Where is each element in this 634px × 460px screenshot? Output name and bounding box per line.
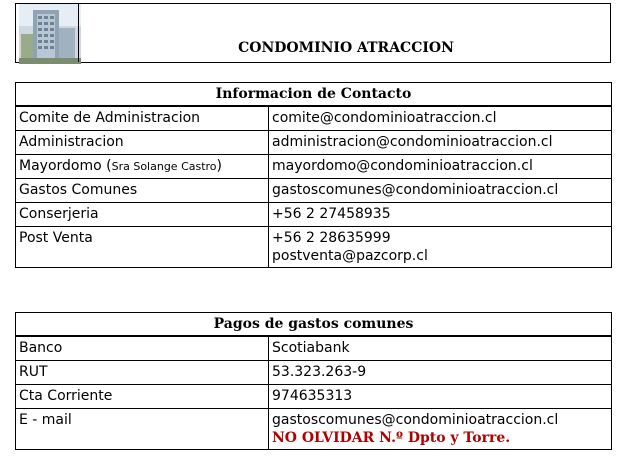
payment-label: Banco — [16, 336, 269, 361]
payment-warning: NO OLVIDAR N.º Dpto y Torre. — [272, 430, 511, 446]
payments-heading: Pagos de gastos comunes — [16, 313, 612, 337]
contact-value: gastoscomunes@condominioatraccion.cl — [269, 179, 612, 203]
table-row — [16, 203, 612, 227]
table-row — [16, 385, 612, 409]
mayordomo-close: ) — [216, 158, 223, 174]
payment-label: Cta Corriente — [16, 385, 269, 409]
mayordomo-label: Mayordomo ( — [19, 158, 112, 174]
payment-label: RUT — [16, 361, 269, 385]
contact-value: +56 2 27458935 — [269, 203, 612, 227]
contact-value: comite@condominioatraccion.cl — [269, 106, 612, 131]
post-venta-email: postventa@pazcorp.cl — [272, 248, 428, 264]
table-row — [16, 155, 612, 179]
contact-heading: Informacion de Contacto — [16, 83, 612, 107]
contact-label: Gastos Comunes — [16, 179, 269, 203]
contact-value — [269, 227, 612, 268]
contact-label: Post Venta — [16, 227, 269, 268]
table-row — [16, 227, 612, 268]
header-box — [15, 3, 611, 63]
contact-label: Conserjeria — [16, 203, 269, 227]
table-row — [16, 106, 612, 131]
post-venta-phone: +56 2 28635999 — [272, 230, 391, 246]
payments-table — [15, 312, 612, 450]
mayordomo-name: Sra Solange Castro — [111, 160, 217, 173]
contact-label — [16, 155, 269, 179]
building-photo-icon — [19, 4, 81, 64]
table-row — [16, 361, 612, 385]
table-row — [16, 179, 612, 203]
contact-label: Administracion — [16, 131, 269, 155]
payment-email: gastoscomunes@condominioatraccion.cl — [272, 412, 559, 428]
contact-value: administracion@condominioatraccion.cl — [269, 131, 612, 155]
page-title: CONDOMINIO ATRACCION — [238, 40, 454, 56]
table-row — [16, 336, 612, 361]
payment-value: Scotiabank — [269, 336, 612, 361]
table-row — [16, 131, 612, 155]
contact-table — [15, 82, 612, 268]
table-row — [16, 409, 612, 450]
payment-value — [269, 409, 612, 450]
contact-value: mayordomo@condominioatraccion.cl — [269, 155, 612, 179]
payment-value: 974635313 — [269, 385, 612, 409]
contact-label: Comite de Administracion — [16, 106, 269, 131]
payment-label: E - mail — [16, 409, 269, 450]
header-divider — [78, 4, 79, 62]
payment-value: 53.323.263-9 — [269, 361, 612, 385]
